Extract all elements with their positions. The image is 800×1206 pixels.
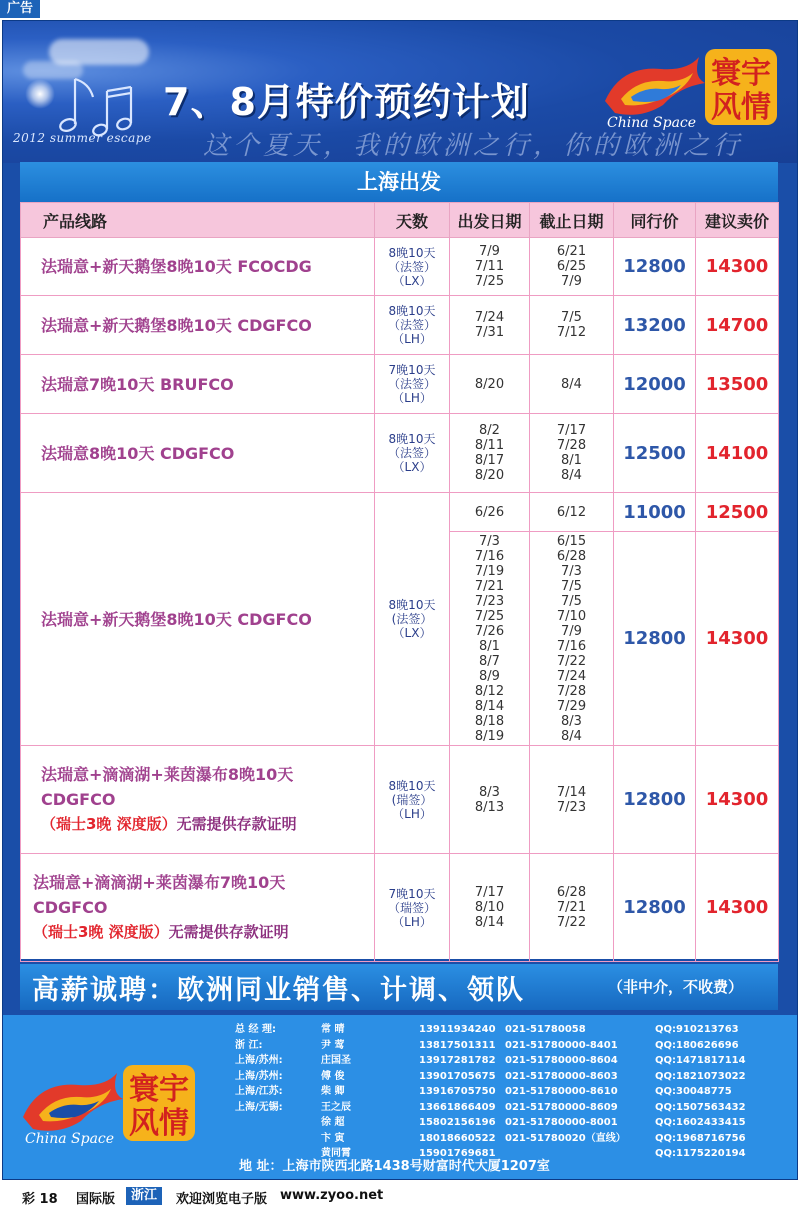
table-header-row xyxy=(21,203,779,238)
table-row xyxy=(21,746,779,854)
stack-line: 8/1 xyxy=(561,453,582,468)
stack-line: 7/21 xyxy=(474,578,505,594)
stack-line: 7晚10天 xyxy=(388,363,436,377)
stack-line: 8/7 xyxy=(479,653,500,669)
stack-line: （LH） xyxy=(392,391,432,405)
stack-line: 6/25 xyxy=(556,259,587,274)
route-retail-price: 14100 xyxy=(696,414,779,493)
stack-line: 7/9 xyxy=(561,274,582,289)
contact-section xyxy=(3,1015,798,1180)
route-retail-price: 12500 xyxy=(696,493,779,532)
stack-line: （LH） xyxy=(392,806,432,821)
contact-role: 上海/苏州: xyxy=(235,1070,283,1082)
route-peer-price: 12800 xyxy=(614,854,696,962)
contact-mobile: 13661866409 xyxy=(419,1101,496,1113)
stack-line: 7/23 xyxy=(474,593,505,609)
contact-qq: QQ:30048775 xyxy=(655,1086,732,1097)
svg-text:风情: 风情 xyxy=(711,90,771,125)
route-note xyxy=(41,812,374,837)
stack-line: 7/19 xyxy=(474,563,505,579)
route-depart-dates: 6/26 xyxy=(450,493,530,532)
contact-role: 上海/无锡: xyxy=(235,1101,283,1113)
route-note-text: 无需提供存款证明 xyxy=(168,923,289,941)
stack-line: 7/12 xyxy=(556,325,587,340)
stack-line: 7/14 xyxy=(556,784,587,800)
stack-line: 8/1 xyxy=(479,638,500,654)
header-banner xyxy=(3,21,798,163)
stack-line: 7/16 xyxy=(556,638,587,654)
page-title: 7、8月特价预约计划 xyxy=(163,80,530,124)
stack-line: 7/9 xyxy=(479,244,500,259)
table-row xyxy=(21,414,779,493)
stack-line: 8/18 xyxy=(474,713,505,729)
stack-line: 8/11 xyxy=(474,438,505,453)
china-space-logo xyxy=(601,43,781,131)
stack-line: 7/28 xyxy=(556,683,587,699)
route-note-highlight: （瑞士3晚 深度版） xyxy=(41,815,177,833)
route-note xyxy=(33,920,374,945)
stack-line: 7/11 xyxy=(474,259,505,274)
contact-mobile: 13911934240 xyxy=(419,1024,496,1035)
contact-phone: 021-51780000-8609 xyxy=(505,1101,618,1113)
contact-qq: QQ:1821073022 xyxy=(655,1070,746,1082)
recruitment-title: 高薪诚聘：欧洲同业销售、计调、领队 xyxy=(32,975,525,1006)
route-retail-price: 14700 xyxy=(696,296,779,355)
summer-escape-text: 2012 summer escape xyxy=(13,131,152,145)
route-peer-price: 13200 xyxy=(614,296,696,355)
contact-qq: QQ:1175220194 xyxy=(655,1148,746,1159)
recruitment-note: （非中介，不收费） xyxy=(608,978,744,996)
stack-line: 8晚10天 xyxy=(388,432,436,446)
stack-line: （瑞签） xyxy=(387,900,436,915)
music-notes-icon xyxy=(45,69,155,139)
route-depart-dates xyxy=(450,355,530,414)
stack-line: （法签） xyxy=(387,377,436,391)
contact-role: 上海/苏州: xyxy=(235,1055,283,1066)
contact-mobile: 13817501311 xyxy=(419,1039,496,1051)
stack-line: 7/23 xyxy=(556,799,587,815)
china-space-logo xyxy=(19,1059,199,1147)
table-row xyxy=(21,296,779,355)
stack-line: 7/9 xyxy=(561,623,582,639)
region-badge: 浙江 xyxy=(126,1187,162,1205)
stack-line: (法签） xyxy=(391,612,433,626)
col-header-retail-price: 建议卖价 xyxy=(696,203,779,238)
stack-line: （法签） xyxy=(387,259,436,274)
route-code: CDGFCO xyxy=(41,790,116,809)
route-name: 法瑞意8晚10天 CDGFCO xyxy=(21,414,375,493)
contact-person: 庄国圣 xyxy=(321,1055,351,1066)
contact-row xyxy=(235,1131,795,1147)
contact-role: 浙 江: xyxy=(235,1039,263,1051)
svg-text:China Space: China Space xyxy=(607,115,697,131)
stack-line: 8/17 xyxy=(474,453,505,468)
stack-line: 7/3 xyxy=(561,563,582,579)
stack-line: 8/14 xyxy=(474,915,505,930)
svg-text:风情: 风情 xyxy=(129,1106,189,1141)
route-deadline-dates xyxy=(530,854,614,962)
stack-line: (瑞签） xyxy=(391,792,433,807)
route-name xyxy=(21,854,375,962)
stack-line: 6/15 xyxy=(556,533,587,549)
stack-line: （LH） xyxy=(392,332,432,346)
contact-row xyxy=(235,1053,795,1069)
stack-line: （LX） xyxy=(392,273,432,288)
contact-person: 徐 超 xyxy=(321,1117,345,1128)
route-title: 法瑞意+滴滴湖+莱茵瀑布7晚10天 xyxy=(33,873,286,892)
route-deadline-dates xyxy=(530,414,614,493)
stack-line: 8/9 xyxy=(479,668,500,684)
stack-line: （LH） xyxy=(392,914,432,929)
contact-qq: QQ:1602433415 xyxy=(655,1117,746,1128)
stack-line: （法签） xyxy=(387,318,436,332)
stack-line: 7/31 xyxy=(474,325,505,340)
contact-phone: 021-51780000-8603 xyxy=(505,1070,618,1082)
recruitment-banner xyxy=(20,964,778,1010)
stack-line: 8晚10天 xyxy=(388,304,436,318)
contact-mobile: 13916705750 xyxy=(419,1086,496,1097)
contact-row xyxy=(235,1084,795,1100)
route-days xyxy=(375,296,450,355)
stack-line: 6/28 xyxy=(556,885,587,900)
svg-text:寰宇: 寰宇 xyxy=(711,56,771,91)
route-note-highlight: （瑞士3晚 深度版） xyxy=(33,923,169,941)
stack-line: 7/5 xyxy=(561,310,582,325)
stack-line: 8/10 xyxy=(474,900,505,915)
stack-line: 8/4 xyxy=(561,468,582,483)
stack-line: 7晚10天 xyxy=(388,886,436,901)
contact-person: 王之辰 xyxy=(321,1101,351,1113)
stack-line: 7/26 xyxy=(474,623,505,639)
website-link[interactable]: www.zyoo.net xyxy=(280,1188,384,1203)
contact-person: 常 晴 xyxy=(321,1024,345,1035)
contact-mobile: 15802156196 xyxy=(419,1117,496,1128)
route-deadline-dates xyxy=(530,532,614,746)
contact-phone: 021-51780058 xyxy=(505,1024,586,1035)
routes-table xyxy=(20,202,779,962)
stack-line: （LX） xyxy=(392,626,432,640)
stack-line: 7/21 xyxy=(556,900,587,915)
route-name: 法瑞意+新天鹅堡8晚10天 CDGFCO xyxy=(21,296,375,355)
contact-mobile: 13901705675 xyxy=(419,1070,496,1082)
welcome-text: 欢迎浏览电子版 xyxy=(176,1192,268,1206)
stack-line: 6/21 xyxy=(556,244,587,259)
contact-qq: QQ:1471817114 xyxy=(655,1055,746,1066)
stack-line: 7/22 xyxy=(556,653,587,669)
table-row xyxy=(21,355,779,414)
route-retail-price: 14300 xyxy=(696,854,779,962)
contact-role: 总 经 理: xyxy=(235,1024,276,1035)
contact-row xyxy=(235,1100,795,1116)
contact-qq: QQ:910213763 xyxy=(655,1024,739,1035)
stack-line: 8/4 xyxy=(561,728,582,744)
route-depart-dates xyxy=(450,414,530,493)
route-peer-price: 12800 xyxy=(614,746,696,854)
stack-line: 7/24 xyxy=(474,310,505,325)
route-peer-price: 12500 xyxy=(614,414,696,493)
stack-line: 8晚10天 xyxy=(388,598,436,612)
route-deadline-dates xyxy=(530,746,614,854)
route-retail-price: 14300 xyxy=(696,238,779,296)
contact-row xyxy=(235,1038,795,1054)
slogan-text: 这个夏天，我的欧洲之行，你的欧洲之行 xyxy=(203,131,744,161)
table-row xyxy=(21,493,779,532)
route-peer-price: 11000 xyxy=(614,493,696,532)
stack-line: 7/28 xyxy=(556,438,587,453)
svg-text:China Space: China Space xyxy=(25,1131,115,1147)
route-days xyxy=(375,493,450,746)
routes-panel xyxy=(20,162,778,959)
stack-line: 8晚10天 xyxy=(388,245,436,260)
stack-line: 8/3 xyxy=(561,713,582,729)
stack-line: （LX） xyxy=(392,460,432,474)
route-depart-dates xyxy=(450,746,530,854)
col-header-peer-price: 同行价 xyxy=(614,203,696,238)
departure-city-heading: 上海出发 xyxy=(20,162,778,202)
contact-phone: 021-51780000-8610 xyxy=(505,1086,618,1097)
route-name: 法瑞意+新天鹅堡8晚10天 FCOCDG xyxy=(21,238,375,296)
stack-line: 8/3 xyxy=(479,784,500,800)
contact-mobile: 13917281782 xyxy=(419,1055,496,1066)
route-days xyxy=(375,238,450,296)
advert-frame xyxy=(2,20,798,1180)
table-row xyxy=(21,854,779,962)
contact-person: 黄同霄 xyxy=(321,1148,351,1159)
stack-line: 7/25 xyxy=(474,274,505,289)
col-header-days: 天数 xyxy=(375,203,450,238)
contact-mobile: 15901769681 xyxy=(419,1148,496,1159)
route-peer-price: 12800 xyxy=(614,238,696,296)
ad-tag: 广告 xyxy=(0,0,40,18)
contact-person: 卞 寅 xyxy=(321,1132,345,1144)
contact-row xyxy=(235,1115,795,1131)
svg-text:寰宇: 寰宇 xyxy=(129,1072,189,1107)
table-row xyxy=(21,238,779,296)
route-days xyxy=(375,854,450,962)
route-retail-price: 14300 xyxy=(696,746,779,854)
stack-line: 8/2 xyxy=(479,423,500,438)
route-peer-price: 12000 xyxy=(614,355,696,414)
route-deadline-dates: 6/12 xyxy=(530,493,614,532)
col-header-depart: 出发日期 xyxy=(450,203,530,238)
stack-line: 8晚10天 xyxy=(388,778,436,793)
stack-line: 8/12 xyxy=(474,683,505,699)
route-code: CDGFCO xyxy=(33,898,108,917)
stack-line: 7/3 xyxy=(479,533,500,549)
col-header-route: 产品线路 xyxy=(21,203,375,238)
office-address: 地 址：上海市陕西北路1438号财富时代大厦1207室 xyxy=(239,1159,550,1174)
route-days xyxy=(375,746,450,854)
contact-row xyxy=(235,1022,795,1038)
route-deadline-dates xyxy=(530,355,614,414)
stack-line: 7/29 xyxy=(556,698,587,714)
route-retail-price: 14300 xyxy=(696,532,779,746)
contact-phone: 021-51780000-8401 xyxy=(505,1039,618,1051)
contact-role: 上海/江苏: xyxy=(235,1086,283,1097)
stack-line: 8/19 xyxy=(474,728,505,744)
route-deadline-dates xyxy=(530,296,614,355)
contact-mobile: 18018660522 xyxy=(419,1132,496,1144)
stack-line: 7/25 xyxy=(474,608,505,624)
page-footer xyxy=(0,1186,800,1206)
route-depart-dates xyxy=(450,238,530,296)
contact-phone: 021-51780000-8001 xyxy=(505,1117,618,1128)
stack-line: 8/4 xyxy=(561,376,582,392)
contact-row xyxy=(235,1069,795,1085)
stack-line: 7/17 xyxy=(556,423,587,438)
stack-line: 8/14 xyxy=(474,698,505,714)
route-days xyxy=(375,414,450,493)
stack-line: 7/5 xyxy=(561,593,582,609)
stack-line: 8/13 xyxy=(474,799,505,815)
stack-line: 8/20 xyxy=(474,376,505,392)
stack-line: （法签） xyxy=(387,446,436,460)
contact-list xyxy=(235,1022,795,1162)
route-name xyxy=(21,746,375,854)
route-title: 法瑞意+滴滴湖+莱茵瀑布8晚10天 xyxy=(41,765,294,784)
stack-line: 8/20 xyxy=(474,468,505,483)
contact-qq: QQ:1507563432 xyxy=(655,1101,746,1113)
stack-line: 7/10 xyxy=(556,608,587,624)
route-name: 法瑞意7晚10天 BRUFCO xyxy=(21,355,375,414)
stack-line: 7/17 xyxy=(474,885,505,900)
contact-phone: 021-51780020（直线） xyxy=(505,1132,626,1144)
stack-line: 7/5 xyxy=(561,578,582,594)
stack-line: 7/16 xyxy=(474,548,505,564)
route-note-text: 无需提供存款证明 xyxy=(176,815,297,833)
stack-line: 6/28 xyxy=(556,548,587,564)
route-retail-price: 13500 xyxy=(696,355,779,414)
col-header-deadline: 截止日期 xyxy=(530,203,614,238)
contact-person: 柴 卿 xyxy=(321,1086,345,1097)
page-number: 彩 18 xyxy=(22,1192,58,1206)
stack-line: 7/22 xyxy=(556,915,587,930)
route-name: 法瑞意+新天鹅堡8晚10天 CDGFCO xyxy=(21,493,375,746)
contact-phone: 021-51780000-8604 xyxy=(505,1055,618,1066)
edition-label: 国际版 xyxy=(76,1192,116,1206)
route-depart-dates xyxy=(450,532,530,746)
contact-person: 傅 俊 xyxy=(321,1070,345,1082)
contact-qq: QQ:1968716756 xyxy=(655,1132,746,1144)
stack-line: 7/24 xyxy=(556,668,587,684)
contact-qq: QQ:180626696 xyxy=(655,1039,739,1051)
route-deadline-dates xyxy=(530,238,614,296)
route-depart-dates xyxy=(450,854,530,962)
route-days xyxy=(375,355,450,414)
route-depart-dates xyxy=(450,296,530,355)
route-peer-price: 12800 xyxy=(614,532,696,746)
contact-person: 尹 莺 xyxy=(321,1039,345,1051)
